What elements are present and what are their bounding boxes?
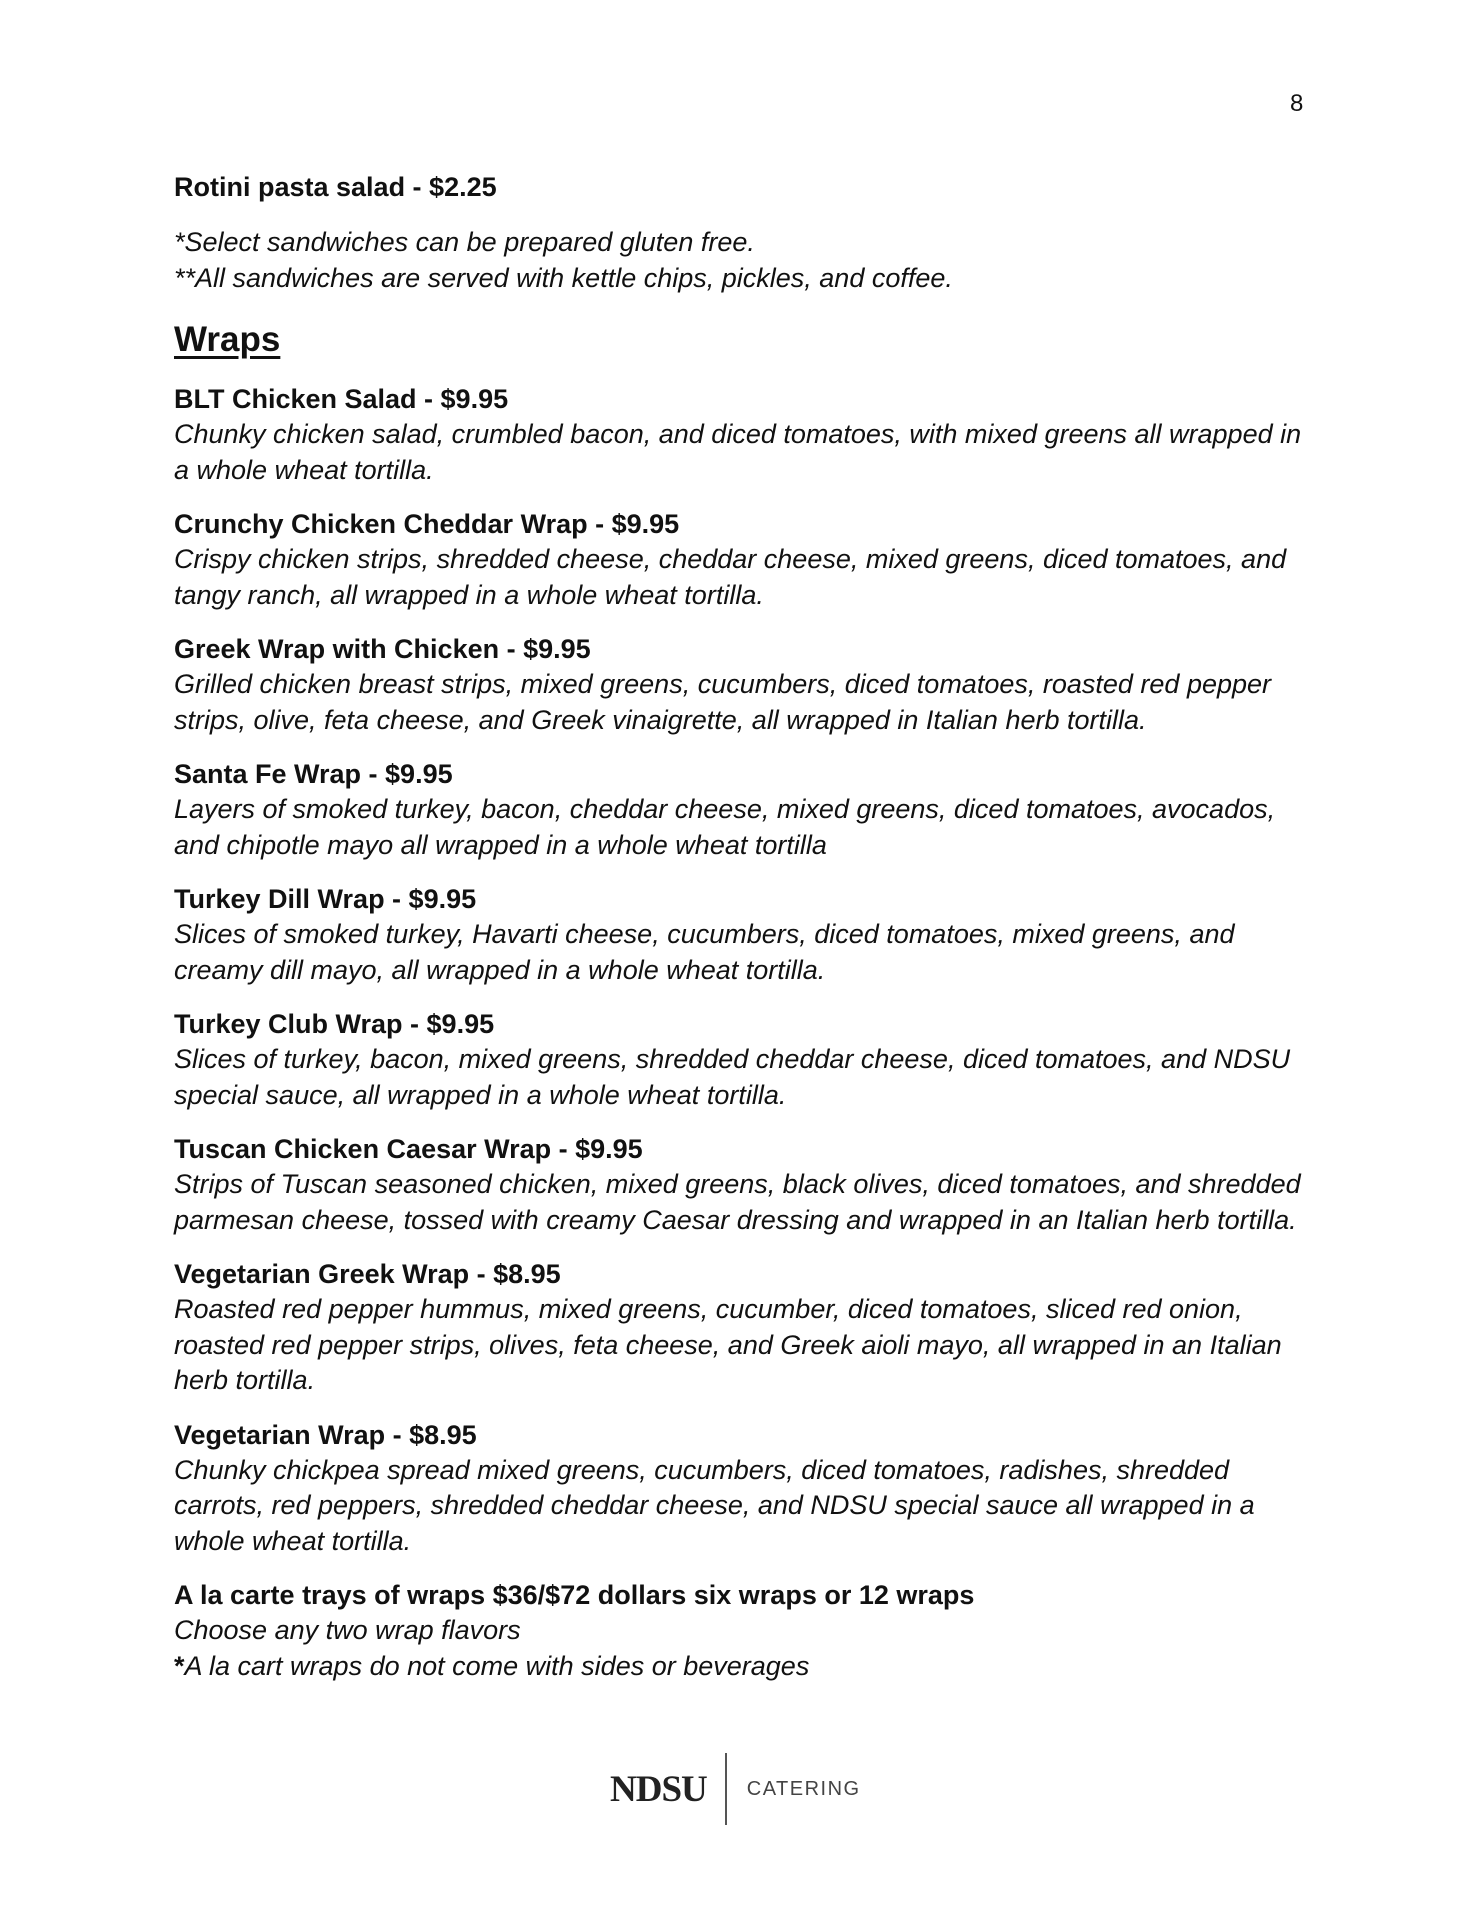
menu-item-description: Chunky chicken salad, crumbled bacon, and diced tomatoes, with mixed greens all wrapped in a whole wheat tortilla. [174, 419, 1302, 485]
menu-item-description: Roasted red pepper hummus, mixed greens, cucumber, diced tomatoes, sliced red onion, roasted red pepper strips, olives, feta cheese, and Greek aioli mayo, all wrapped in an Italian herb tortilla. [174, 1294, 1282, 1395]
menu-item-description: Layers of smoked turkey, bacon, cheddar cheese, mixed greens, diced tomatoes, avocados, and chipotle mayo all wrapped in a whole wheat tortilla [174, 794, 1276, 860]
asterisk: * [174, 1650, 185, 1681]
a-la-carte-trays [174, 1578, 1319, 1684]
menu-item-description: Strips of Tuscan seasoned chicken, mixed greens, black olives, diced tomatoes, and shredded parmesan cheese, tossed with creamy Caesar dressing and wrapped in an Italian herb tortilla. [174, 1169, 1301, 1235]
rotini-pasta-salad-title: Rotini pasta salad - $2.25 [174, 172, 497, 202]
menu-item-crunchy-chicken-cheddar-wrap [174, 507, 1319, 613]
sides-note: **All sandwiches are served with kettle chips, pickles, and coffee. [174, 262, 953, 293]
menu-item-title: Crunchy Chicken Cheddar Wrap - $9.95 [174, 509, 680, 539]
menu-item-tuscan-chicken-caesar-wrap [174, 1132, 1319, 1238]
logo-divider [725, 1753, 727, 1825]
menu-item-vegetarian-wrap [174, 1418, 1319, 1560]
a-la-carte-title: A la carte trays of wraps $36/$72 dollars six wraps or 12 wraps [174, 1580, 975, 1610]
catering-logo-text: CATERING [746, 1777, 861, 1800]
menu-item-description: Slices of smoked turkey, Havarti cheese, cucumbers, diced tomatoes, mixed greens, and creamy dill mayo, all wrapped in a whole wheat tortilla. [174, 919, 1235, 985]
menu-item-greek-wrap-with-chicken [174, 632, 1319, 738]
menu-item-description: Crispy chicken strips, shredded cheese, cheddar cheese, mixed greens, diced tomatoes, and tangy ranch, all wrapped in a whole wheat tortilla. [174, 544, 1287, 610]
menu-item-turkey-dill-wrap [174, 882, 1319, 988]
menu-item-title: Vegetarian Wrap - $8.95 [174, 1419, 477, 1450]
menu-item-blt-chicken-salad [174, 382, 1319, 488]
menu-item-title: Turkey Club Wrap - $9.95 [174, 1009, 495, 1039]
menu-item-title: Greek Wrap with Chicken - $9.95 [174, 634, 591, 664]
page-number: 8 [1290, 90, 1304, 117]
sandwich-notes [174, 225, 1319, 296]
menu-item-description: Chunky chickpea spread mixed greens, cucumbers, diced tomatoes, radishes, shredded carrots, red peppers, shredded cheddar cheese, and NDSU special sauce all wrapped in a whole wheat tortilla. [174, 1454, 1255, 1556]
menu-item-title: Santa Fe Wrap - $9.95 [174, 759, 453, 789]
menu-content [174, 170, 1319, 1703]
menu-item-vegetarian-greek-wrap [174, 1257, 1319, 1399]
ndsu-logo-text: NDSU [610, 1768, 707, 1810]
ndsu-catering-logo [610, 1752, 861, 1826]
a-la-carte-sides-note [174, 1649, 1319, 1685]
menu-item-title: BLT Chicken Salad - $9.95 [174, 384, 509, 414]
wraps-section-heading: Wraps [174, 320, 281, 359]
menu-item-title: Turkey Dill Wrap - $9.95 [174, 884, 477, 914]
menu-item-description: Grilled chicken breast strips, mixed greens, cucumbers, diced tomatoes, roasted red pepper strips, olive, feta cheese, and Greek vinaigrette, all wrapped in Italian herb tortilla. [174, 669, 1272, 735]
menu-item-title: Vegetarian Greek Wrap - $8.95 [174, 1259, 561, 1289]
a-la-carte-choose-note: Choose any two wrap flavors [174, 1615, 521, 1645]
menu-item-title: Tuscan Chicken Caesar Wrap - $9.95 [174, 1134, 643, 1164]
menu-item-turkey-club-wrap [174, 1007, 1319, 1113]
gluten-free-note: *Select sandwiches can be prepared gluten free. [174, 227, 755, 257]
menu-item-santa-fe-wrap [174, 757, 1319, 863]
menu-item-description: Slices of turkey, bacon, mixed greens, shredded cheddar cheese, diced tomatoes, and NDSU special sauce, all wrapped in a whole wheat tortilla. [174, 1044, 1291, 1110]
a-la-carte-sides-text: A la cart wraps do not come with sides or beverages [184, 1650, 810, 1681]
